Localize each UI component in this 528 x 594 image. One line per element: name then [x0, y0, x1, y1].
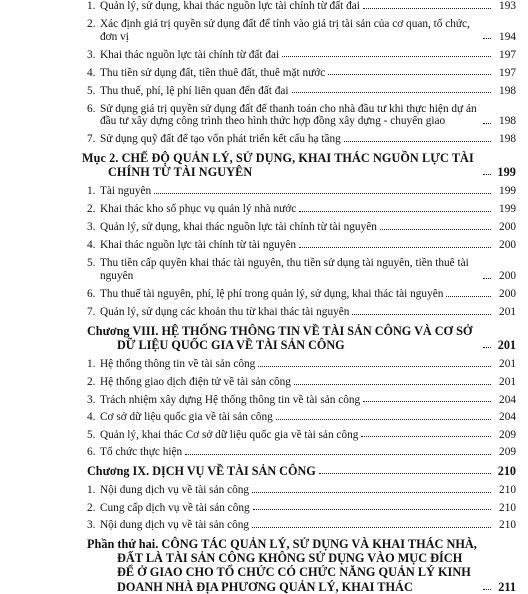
page-number: 204	[499, 411, 516, 424]
toc-item[interactable]	[0, 502, 516, 515]
dot-leader	[185, 454, 491, 455]
item-title: Khai thác nguồn lực tài chính từ tài nguyên	[100, 239, 297, 252]
dot-leader	[361, 436, 491, 437]
chapter-title: Chương VIII. HỆ THỐNG THÔNG TIN VỀ TÀI SẢN CÔNG VÀ CƠ SỞ DỮ LIỆU QUỐC GIA VỀ TÀI SẢN CÔNG	[87, 323, 473, 353]
item-number: 3.	[87, 519, 96, 532]
toc-item[interactable]	[0, 103, 516, 128]
dot-leader	[483, 38, 491, 39]
item-number: 1.	[87, 358, 96, 371]
item-title: Nội dung dịch vụ về tài sản công	[100, 484, 250, 497]
dot-leader	[258, 366, 491, 367]
toc-item[interactable]	[0, 358, 516, 371]
item-title: Quản lý, sử dụng các khoản thu từ khai thác tài nguyên	[100, 305, 350, 318]
dot-leader	[282, 56, 491, 57]
dot-leader	[483, 278, 491, 279]
page-number: 198	[499, 115, 516, 128]
toc-item[interactable]	[0, 288, 516, 301]
item-number: 5.	[87, 428, 96, 441]
page-number: 200	[499, 221, 516, 234]
item-number: 4.	[87, 66, 96, 79]
item-title: Cơ sở dữ liệu quốc gia về tài sản công	[100, 411, 273, 424]
item-number: 3.	[87, 393, 96, 406]
dot-leader	[276, 419, 491, 420]
dot-leader	[154, 193, 491, 194]
toc-item[interactable]	[0, 394, 516, 407]
item-title: Trách nhiệm xây dựng Hệ thống thông tin về tài sản công	[100, 393, 361, 406]
item-number: 1.	[87, 185, 96, 198]
dot-leader	[252, 527, 491, 528]
item-number: 2.	[87, 203, 96, 216]
page-number: 200	[499, 288, 516, 300]
page-number: 197	[499, 66, 516, 79]
page-number: 200	[499, 270, 516, 283]
dot-leader	[483, 589, 491, 590]
page-number: 198	[499, 133, 516, 146]
toc-item[interactable]	[0, 185, 516, 198]
item-title: Thu tiền cấp quyền khai thác tài nguyên, thu tiền sử dụng tài nguyên, tiền thuê tài nguyên	[100, 257, 469, 283]
page-number: 210	[497, 463, 516, 478]
page-number: 210	[499, 484, 516, 497]
dot-leader	[344, 141, 491, 142]
toc-item[interactable]	[0, 446, 516, 459]
item-number: 1.	[87, 484, 96, 497]
item-number: 3.	[87, 48, 96, 61]
toc-item[interactable]	[0, 306, 516, 319]
page-number: 199	[497, 165, 516, 180]
page-number: 201	[497, 338, 516, 353]
page-number: 200	[499, 239, 516, 252]
item-title: Khai thác kho số phục vụ quản lý nhà nước	[100, 203, 297, 216]
page-number: 198	[499, 84, 516, 97]
toc-item[interactable]	[0, 49, 516, 62]
item-number: 6.	[87, 288, 96, 300]
item-title: Tài nguyên	[100, 185, 152, 198]
toc-item[interactable]	[0, 67, 516, 80]
page-number: 201	[499, 375, 516, 388]
toc-item[interactable]	[0, 221, 516, 234]
item-number: 6.	[87, 446, 96, 459]
item-title: Hệ thống thông tin về tài sản công	[100, 358, 256, 371]
item-number: 5.	[87, 257, 96, 270]
dot-leader	[328, 74, 491, 75]
item-title: Thu thuế tài nguyên, phí, lệ phí trong quản lý, sử dụng, khai thác tài nguyên	[100, 288, 444, 300]
item-number: 2.	[87, 17, 96, 30]
item-title: Quản lý, sử dụng, khai thác nguồn lực tài chính từ đất đai	[100, 0, 360, 12]
toc-item[interactable]	[0, 376, 516, 389]
item-number: 5.	[87, 84, 96, 97]
toc-item[interactable]	[0, 411, 516, 424]
item-title: Nội dung dịch vụ về tài sản công	[100, 519, 250, 532]
item-title: Hệ thống giao dịch điện tử về tài sản công	[100, 375, 291, 388]
dot-leader	[483, 174, 491, 175]
page-number: 209	[499, 428, 516, 441]
item-title: Thu tiền sử dụng đất, tiền thuê đất, thuê mặt nước	[100, 66, 326, 79]
item-number: 4.	[87, 239, 96, 252]
dot-leader	[446, 296, 491, 297]
dot-leader	[292, 92, 491, 93]
dot-leader	[380, 229, 491, 230]
item-title: Quản lý, khai thác Cơ sở dữ liệu quốc gia về tài sản công	[100, 428, 359, 441]
item-number: 3.	[87, 221, 96, 234]
toc-item[interactable]	[0, 133, 516, 146]
toc-item[interactable]	[0, 203, 516, 216]
item-number: 2.	[87, 501, 96, 514]
item-title: Xác định giá trị quyền sử dụng đất để tính vào giá trị tài sản của cơ quan, tổ chức, đơn vị	[100, 17, 470, 43]
chapter-title: Chương IX. DỊCH VỤ VỀ TÀI SẢN CÔNG	[87, 463, 316, 478]
page-number: 199	[499, 203, 516, 216]
page-number: 210	[499, 519, 516, 532]
dot-leader	[299, 247, 491, 248]
toc-item[interactable]	[0, 18, 516, 43]
toc-item[interactable]	[0, 484, 516, 497]
dot-leader	[483, 123, 491, 124]
dot-leader	[294, 384, 491, 385]
chapter-heading[interactable]	[0, 464, 516, 478]
toc-item[interactable]	[0, 0, 516, 13]
dot-leader	[252, 492, 491, 493]
page-number: 199	[499, 185, 516, 198]
dot-leader	[352, 314, 491, 315]
toc-item[interactable]	[0, 519, 516, 532]
toc-item[interactable]	[0, 239, 516, 252]
item-number: 2.	[87, 375, 96, 388]
dot-leader	[253, 509, 491, 510]
page-number: 201	[499, 358, 516, 371]
dot-leader	[363, 8, 491, 9]
toc-item[interactable]	[0, 257, 516, 282]
item-number: 4.	[87, 411, 96, 424]
dot-leader	[299, 211, 491, 212]
dot-leader	[319, 473, 491, 474]
section-heading[interactable]	[0, 151, 516, 179]
page-number: 204	[499, 393, 516, 406]
chapter-heading[interactable]	[0, 324, 516, 352]
page-number: 211	[498, 579, 516, 594]
item-title: Tổ chức thực hiện	[100, 446, 183, 459]
page-number: 201	[499, 305, 516, 318]
item-number: 1.	[87, 0, 96, 12]
dot-leader	[483, 347, 491, 348]
item-title: Cung cấp dịch vụ về tài sản công	[100, 501, 250, 514]
item-title: Thu thuế, phí, lệ phí liên quan đến đất đai	[100, 84, 289, 97]
section-title: Mục 2. CHẾ ĐỘ QUẢN LÝ, SỬ DỤNG, KHAI THÁC NGUỒN LỰC TÀI CHÍNH TỪ TÀI NGUYÊN	[82, 151, 474, 180]
toc-item[interactable]	[0, 429, 516, 442]
part-title: Phần thứ hai. CÔNG TÁC QUẢN LÝ, SỬ DỤNG VÀ KHAI THÁC NHÀ, ĐẤT LÀ TÀI SẢN CÔNG KHÔNG SỬ DỤNG VÀO MỤC ĐÍCH ĐỂ Ở GIAO CHO TỔ CHỨC CÓ CHỨC NĂNG QUẢN LÝ KINH DOANH NHÀ ĐỊA PHƯƠNG QUẢN LÝ, KHAI THÁC	[87, 536, 477, 594]
page-number: 193	[499, 0, 516, 12]
page-number: 210	[499, 501, 516, 514]
item-number: 7.	[87, 133, 96, 146]
item-number: 7.	[87, 305, 96, 318]
item-title: Quản lý, sử dụng, khai thác nguồn lực tài chính từ tài nguyên	[100, 221, 377, 234]
item-number: 6.	[87, 102, 96, 115]
toc-item[interactable]	[0, 85, 516, 98]
page-number: 209	[499, 446, 516, 459]
item-title: Sử dụng quỹ đất để tạo vốn phát triển kết cấu hạ tầng	[100, 133, 341, 146]
item-title: Sử dụng giá trị quyền sử dụng đất để thanh toán cho nhà đầu tư khi thực hiện dự án đầu tư xây dựng công trình theo hình thức hợp đồng xây dựng - chuyển giao	[100, 102, 477, 128]
item-title: Khai thác nguồn lực tài chính từ đất đai	[100, 48, 280, 61]
dot-leader	[363, 401, 491, 402]
part-heading[interactable]	[0, 537, 516, 594]
page-number: 197	[499, 48, 516, 61]
page-number: 194	[499, 30, 516, 43]
